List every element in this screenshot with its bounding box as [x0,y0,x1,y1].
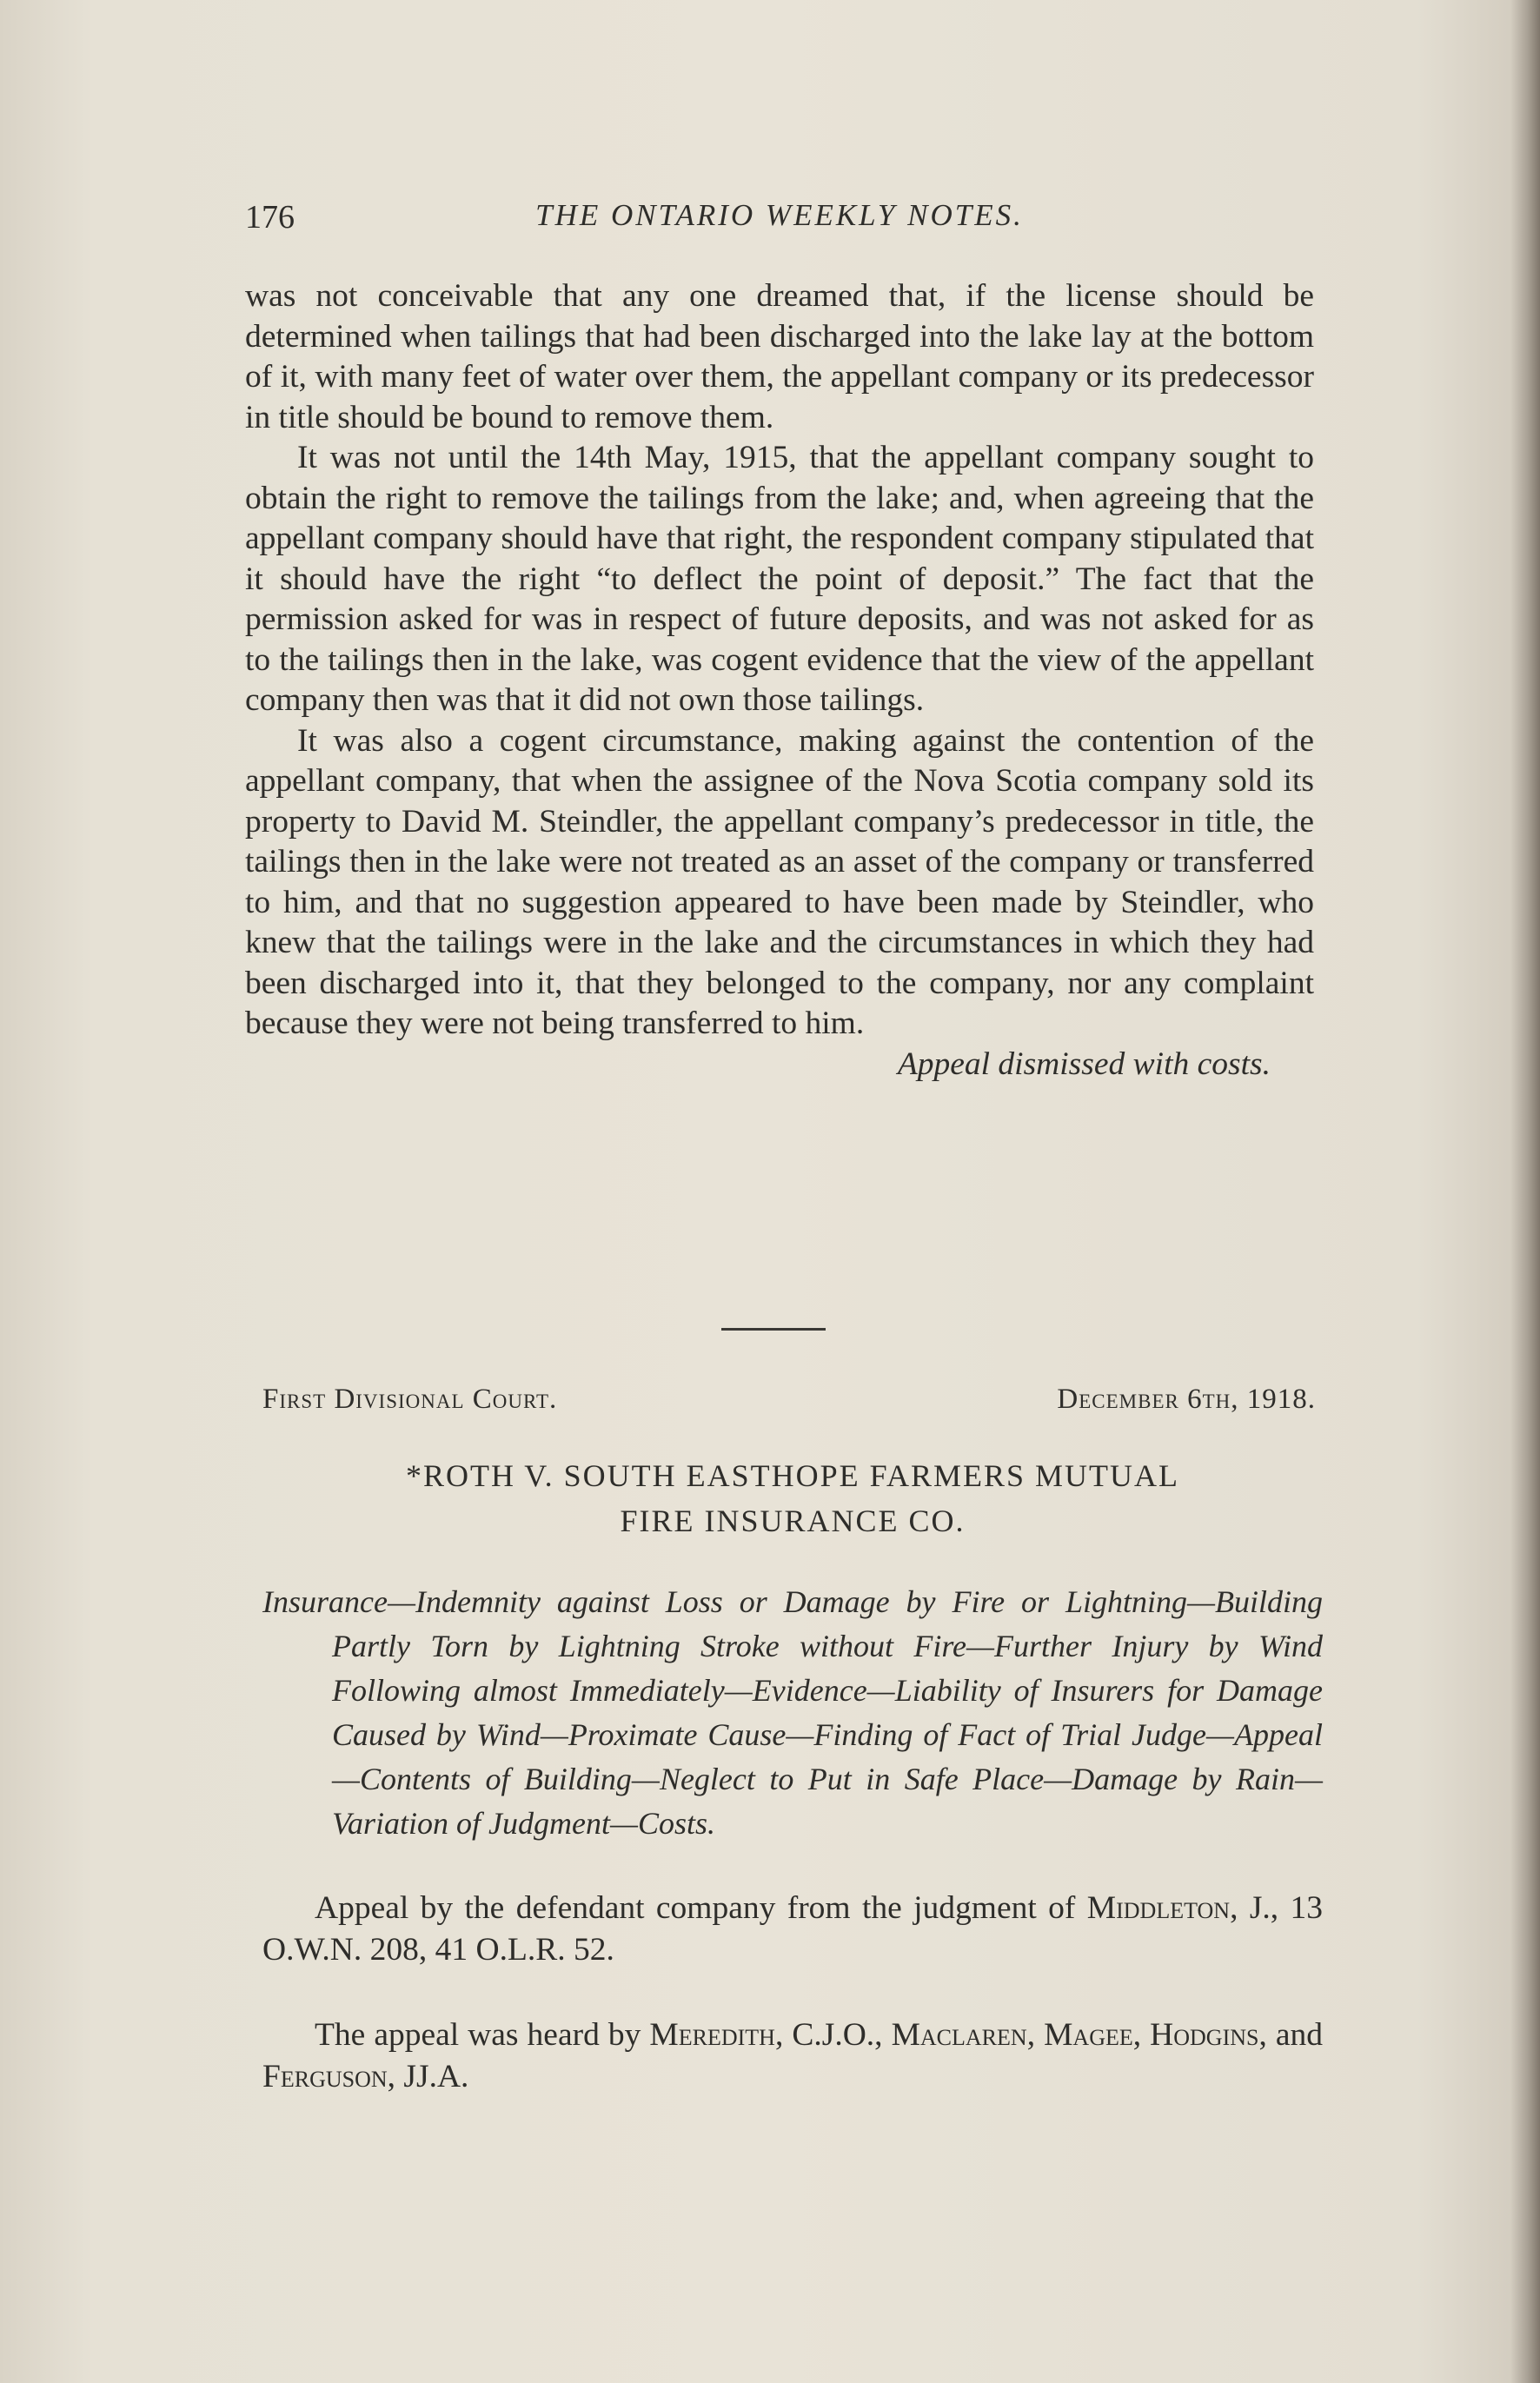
page-binding-shadow [1510,0,1540,2383]
heard-text: The appeal was heard by [315,2017,641,2053]
appeal-citation: , J., 13 O.W.N. 208, 41 O.L.R. 52. [262,1890,1324,1968]
judges-suffix: , JJ.A. [387,2059,469,2094]
running-title: THE ONTARIO WEEKLY NOTES. [535,198,1024,232]
case-title [245,1453,1340,1543]
body-text [245,276,1314,1085]
appeal-paragraph [262,1888,1323,1971]
decision-date: December 6th, 1918. [1057,1384,1316,1415]
headnote [262,1580,1323,1846]
section-divider [721,1328,826,1331]
page-number: 176 [245,199,295,236]
paragraph-2: It was not until the 14th May, 1915, that the appellant company sought to obtain the right to remove the tailings from the lake; and, when agreeing that the appellant company should have that right, the respondent company stipulated that it should have the right “to deflect the point of deposit.” The fact that the permission asked for was in respect of future deposits, and was not asked for as to the tailings then in the lake, was cogent evidence that the view of the appellant company then was that it did not own those tailings. [245,440,1314,718]
headnote-text: Insurance—Indemnity against Loss or Damage by Fire or Lightning—Building Partly Torn by Lightning Stroke without Fire—Further Injury by Wind Following almost Immediately—Evidence—Liability of Insurers for Damage Caused by Wind—Proximate Cause—Finding of Fact of Trial Judge—Appeal—Contents of Building—Neglect to Put in Safe Place—Damage by Rain—Variation of Judgment—Costs. [262,1584,1323,1841]
case-title-line-2: FIRE INSURANCE CO. [620,1503,966,1538]
case-title-line-1: *ROTH V. SOUTH EASTHOPE FARMERS MUTUAL [405,1458,1180,1493]
judge-2: Maclaren [891,2017,1027,2053]
paragraph-1: was not conceivable that any one dreamed that, if the license should be determined when tailings that had been discharged into the lake lay at the bottom of it, with many feet of water over them, the appellant company or its predecessor in title should be bound to remove them. [245,278,1314,435]
court-line [262,1384,1316,1422]
court-name: First Divisional Court. [262,1384,558,1415]
paragraph-3: It was also a cogent circumstance, making against the contention of the appellant company, that when the assignee of the Nova Scotia company sold its property to David M. Steindler, the appellant company’s predecessor in title, the tailings then in the lake were not treated as an asset of the company or transferred to him, and that no suggestion appeared to have been made by Steindler, who knew that the tailings were in the lake and the circumstances in which they had been discharged into it, that they belonged to the company, nor any complaint because they were not being transferred to him. [245,722,1314,1041]
appeal-statement [262,1888,1323,1971]
judge-3: Magee [1044,2017,1133,2053]
heard-paragraph [262,2015,1323,2098]
judge-1: Meredith [649,2017,775,2053]
judge-5: Ferguson [262,2059,388,2094]
heard-statement: The appeal was heard by Meredith, C.J.O., Maclaren, Magee, Hodgins, and Ferguson, JJ.A. [262,2017,1324,2094]
judge-1-title: , C.J.O., [774,2017,883,2053]
running-head [245,198,1314,242]
disposition: Appeal dismissed with costs. [897,1045,1271,1082]
judge-4: Hodgins [1150,2017,1259,2053]
appeal-text: Appeal by the defendant company from the judgment of [315,1890,1076,1926]
appeal-judge: Middleton [1086,1890,1231,1926]
